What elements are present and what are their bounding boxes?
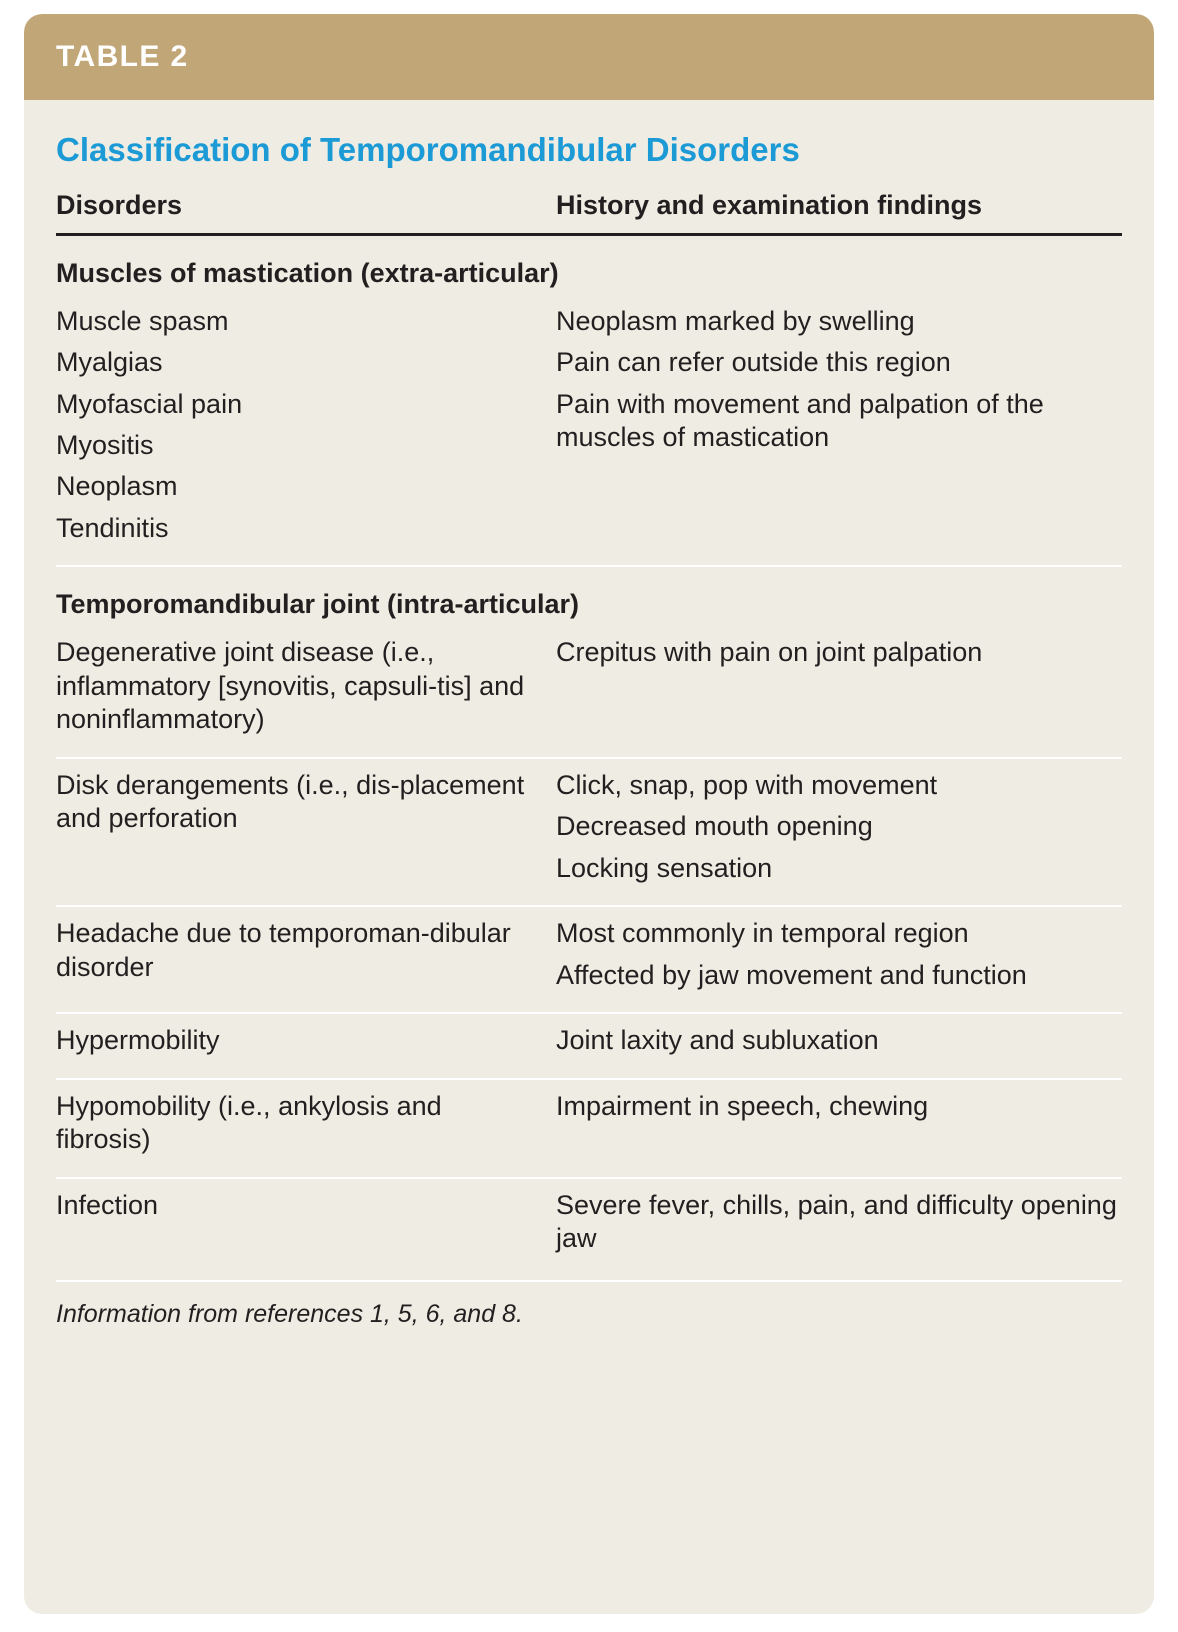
list-item: Crepitus with pain on joint palpation (556, 637, 983, 668)
table-row (56, 295, 1122, 556)
list-item: Impairment in speech, chewing (556, 1090, 929, 1121)
table-footnote: Information from references 1, 5, 6, and 8. (56, 1299, 523, 1328)
cell-text: Disk derangements (i.e., dis-placement and perforation (56, 769, 525, 834)
cell-text: Hypermobility (56, 1025, 220, 1056)
disorder-cell (56, 917, 556, 992)
column-headers (56, 176, 1122, 236)
list-item: Neoplasm (56, 471, 178, 502)
list-item: Pain with movement and palpation of the muscles of mastication (556, 388, 1044, 452)
list-item: Most commonly in temporal region (556, 918, 969, 949)
disorder-cell (56, 1024, 556, 1057)
list-item: Muscle spasm (56, 305, 229, 336)
disorder-cell (56, 1189, 556, 1256)
column-header-findings: History and examination findings (556, 189, 983, 220)
table-card (24, 14, 1154, 1614)
cell-text: Hypomobility (i.e., ankylosis and fibrosis) (56, 1090, 442, 1155)
list-item: Neoplasm marked by swelling (556, 305, 915, 336)
disorder-cell (56, 1090, 556, 1157)
disorder-cell (56, 636, 556, 736)
table-row (56, 1179, 1122, 1266)
list-item: Joint laxity and subluxation (556, 1025, 879, 1056)
list-item: Decreased mouth opening (556, 811, 873, 842)
list-item: Myofascial pain (56, 388, 243, 419)
list-item: Tendinitis (56, 512, 169, 543)
table-row (56, 1014, 1122, 1067)
table-body (24, 100, 1154, 1329)
findings-cell (556, 917, 1122, 992)
list-item: Myalgias (56, 347, 163, 378)
findings-cell (556, 769, 1122, 885)
table-title: Classification of Temporomandibular Disorders (56, 131, 800, 168)
table-label: TABLE 2 (56, 40, 189, 73)
cell-text: Degenerative joint disease (i.e., inflammatory [synovitis, capsuli-tis] and noninflammatory) (56, 637, 525, 735)
list-item: Myositis (56, 430, 154, 460)
section-heading-muscles: Muscles of mastication (extra-articular) (56, 257, 559, 288)
table-row (56, 907, 1122, 1002)
cell-text: Headache due to temporoman-dibular disorder (56, 918, 511, 982)
disorders-list-muscles (56, 305, 556, 546)
findings-cell (556, 636, 1122, 736)
findings-list-muscles (556, 305, 1122, 546)
disorder-cell (56, 769, 556, 885)
table-row (56, 626, 1122, 746)
table-header-band (24, 14, 1154, 100)
table-row (56, 759, 1122, 895)
table-row (56, 1080, 1122, 1167)
list-item: Pain can refer outside this region (556, 347, 951, 378)
section-heading-tmj: Temporomandibular joint (intra-articular) (56, 589, 580, 620)
findings-cell (556, 1024, 1122, 1057)
column-header-disorders: Disorders (56, 189, 183, 220)
findings-cell (556, 1090, 1122, 1157)
list-item: Locking sensation (556, 852, 773, 883)
findings-cell (556, 1189, 1122, 1256)
list-item: Severe fever, chills, pain, and difficulty opening jaw (556, 1189, 1117, 1254)
cell-text: Infection (56, 1189, 159, 1220)
list-item: Affected by jaw movement and function (556, 959, 1027, 990)
list-item: Click, snap, pop with movement (556, 769, 938, 800)
